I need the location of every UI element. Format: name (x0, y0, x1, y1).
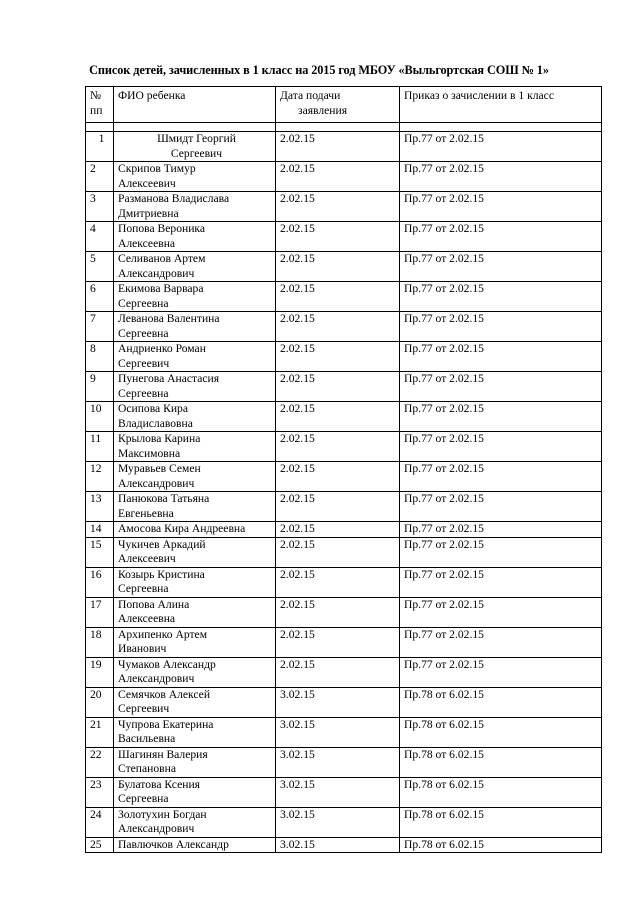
table-row (86, 777, 602, 807)
table-row (86, 627, 602, 657)
application-date: 2.02.15 (276, 537, 400, 567)
child-name-line1: Селиванов Артем (118, 252, 206, 265)
child-name (114, 342, 276, 372)
table-row (86, 567, 602, 597)
child-name-line1: Панюкова Татьяна (118, 492, 210, 505)
child-name (114, 567, 276, 597)
table-row (86, 537, 602, 567)
table-row (86, 492, 602, 522)
child-name-line1: Шмидт Георгий (157, 132, 236, 145)
table-row (86, 312, 602, 342)
table-row (86, 657, 602, 687)
enrollment-order: Пр.77 от 2.02.15 (400, 567, 602, 597)
child-name (114, 132, 276, 162)
child-name (114, 657, 276, 687)
child-name (114, 687, 276, 717)
child-name (114, 597, 276, 627)
child-name-line2: Сергеевич (170, 146, 223, 160)
enrollment-order: Пр.77 от 2.02.15 (400, 627, 602, 657)
child-name-line2: Александрович (118, 822, 195, 835)
child-name-line1: Булатова Ксения (118, 777, 200, 791)
spacer-cell (114, 123, 276, 132)
application-date: 2.02.15 (276, 222, 400, 252)
child-name (114, 192, 276, 222)
child-name (114, 492, 276, 522)
enrollment-order: Пр.77 от 2.02.15 (400, 312, 602, 342)
table-row (86, 162, 602, 192)
table-body (86, 87, 602, 853)
header-order-text: Приказ о зачислении в 1 класс (404, 89, 554, 102)
child-name (114, 522, 276, 538)
application-date: 3.02.15 (276, 807, 400, 837)
table-row (86, 522, 602, 538)
child-name-line1: Амосова Кира Андреевна (118, 522, 246, 535)
application-date: 3.02.15 (276, 747, 400, 777)
row-number: 12 (86, 462, 114, 492)
child-name-line1: Андриенко Роман (118, 342, 206, 355)
child-name-line1: Скрипов Тимур (118, 162, 196, 175)
application-date: 2.02.15 (276, 132, 400, 162)
row-number: 20 (86, 687, 114, 717)
child-name-line1: Разманова Владислава (118, 192, 230, 205)
child-name (114, 312, 276, 342)
application-date: 2.02.15 (276, 462, 400, 492)
application-date: 2.02.15 (276, 492, 400, 522)
table-row (86, 252, 602, 282)
child-name-line2: Сергеевна (118, 326, 169, 340)
header-num-line1: № (90, 89, 102, 102)
child-name (114, 627, 276, 657)
page-title: Список детей, зачисленных в 1 класс на 2015 год МБОУ «Выльгортская СОШ № 1» (89, 63, 549, 77)
child-name-line1: Попова Вероника (118, 222, 206, 235)
child-name (114, 837, 276, 853)
header-num-line2: пп (90, 103, 103, 117)
child-name-line1: Козырь Кристина (118, 567, 205, 581)
child-name-line1: Чупрова Екатерина (118, 717, 214, 731)
header-name (114, 87, 276, 123)
row-number: 25 (86, 837, 114, 853)
child-name (114, 807, 276, 837)
child-name-line2: Степановна (118, 762, 176, 775)
table-row (86, 687, 602, 717)
enrollment-order: Пр.77 от 2.02.15 (400, 372, 602, 402)
enrollment-order: Пр.77 от 2.02.15 (400, 402, 602, 432)
application-date: 2.02.15 (276, 567, 400, 597)
application-date: 2.02.15 (276, 282, 400, 312)
enrollment-table (85, 86, 602, 853)
child-name (114, 282, 276, 312)
row-number: 7 (86, 312, 114, 342)
table-row (86, 432, 602, 462)
table-row (86, 717, 602, 747)
enrollment-order: Пр.77 от 2.02.15 (400, 432, 602, 462)
child-name-line1: Шагинян Валерия (118, 747, 208, 761)
row-number: 10 (86, 402, 114, 432)
child-name-line2: Сергеевич (118, 356, 170, 370)
application-date: 2.02.15 (276, 597, 400, 627)
header-row (86, 87, 602, 123)
spacer-cell (400, 123, 602, 132)
row-number: 21 (86, 717, 114, 747)
child-name (114, 432, 276, 462)
table-row (86, 132, 602, 162)
child-name-line2: Сергеевна (118, 582, 169, 595)
table-row (86, 837, 602, 853)
enrollment-order: Пр.77 от 2.02.15 (400, 462, 602, 492)
row-number: 5 (86, 252, 114, 282)
application-date: 2.02.15 (276, 432, 400, 462)
child-name (114, 747, 276, 777)
enrollment-order: Пр.78 от 6.02.15 (400, 717, 602, 747)
application-date: 2.02.15 (276, 402, 400, 432)
enrollment-order: Пр.78 от 6.02.15 (400, 777, 602, 807)
row-number: 17 (86, 597, 114, 627)
row-number: 16 (86, 567, 114, 597)
application-date: 2.02.15 (276, 522, 400, 538)
application-date: 2.02.15 (276, 312, 400, 342)
row-number: 23 (86, 777, 114, 807)
table-row (86, 402, 602, 432)
enrollment-order: Пр.77 от 2.02.15 (400, 657, 602, 687)
child-name-line2: Сергеевна (118, 792, 169, 805)
row-number: 2 (86, 162, 114, 192)
application-date: 2.02.15 (276, 372, 400, 402)
child-name (114, 372, 276, 402)
child-name (114, 252, 276, 282)
spacer-cell (276, 123, 400, 132)
child-name-line1: Пунегова Анастасия (118, 372, 220, 385)
enrollment-order: Пр.77 от 2.02.15 (400, 492, 602, 522)
child-name (114, 402, 276, 432)
child-name-line2: Васильевна (118, 732, 176, 745)
child-name (114, 162, 276, 192)
application-date: 2.02.15 (276, 657, 400, 687)
enrollment-order: Пр.78 от 6.02.15 (400, 807, 602, 837)
table-row (86, 282, 602, 312)
child-name-line2: Александрович (118, 266, 195, 280)
child-name (114, 717, 276, 747)
child-name-line2: Евгеньевна (118, 506, 174, 520)
enrollment-order: Пр.78 от 6.02.15 (400, 687, 602, 717)
header-date-line1: Дата подачи (280, 89, 341, 102)
table-row (86, 597, 602, 627)
enrollment-order: Пр.78 от 6.02.15 (400, 747, 602, 777)
child-name-line1: Чукичев Аркадий (118, 537, 206, 551)
table-row (86, 192, 602, 222)
application-date: 3.02.15 (276, 687, 400, 717)
spacer-cell (86, 123, 114, 132)
row-number: 24 (86, 807, 114, 837)
child-name-line1: Чумаков Александр (118, 657, 216, 671)
enrollment-order: Пр.77 от 2.02.15 (400, 342, 602, 372)
child-name-line2: Сергеевна (118, 296, 169, 310)
child-name (114, 222, 276, 252)
enrollment-order: Пр.77 от 2.02.15 (400, 192, 602, 222)
row-number: 22 (86, 747, 114, 777)
enrollment-order: Пр.78 от 6.02.15 (400, 837, 602, 853)
child-name-line2: Владиславовна (118, 416, 193, 430)
enrollment-order: Пр.77 от 2.02.15 (400, 252, 602, 282)
header-date (276, 87, 400, 123)
application-date: 2.02.15 (276, 252, 400, 282)
enrollment-order: Пр.77 от 2.02.15 (400, 132, 602, 162)
application-date: 2.02.15 (276, 627, 400, 657)
row-number: 1 (86, 132, 114, 162)
child-name-line2: Алексеевна (118, 236, 176, 250)
header-name-text: ФИО ребенка (118, 89, 186, 102)
row-number: 9 (86, 372, 114, 402)
child-name-line1: Крылова Карина (118, 432, 201, 445)
row-number: 6 (86, 282, 114, 312)
child-name-line1: Муравьев Семен (118, 462, 201, 475)
enrollment-order: Пр.77 от 2.02.15 (400, 597, 602, 627)
child-name-line2: Алексеевич (118, 552, 176, 565)
child-name-line2: Сергеевна (118, 386, 169, 400)
table-row (86, 807, 602, 837)
spacer-row (86, 123, 602, 132)
application-date: 2.02.15 (276, 342, 400, 372)
child-name-line1: Золотухин Богдан (118, 807, 207, 821)
row-number: 18 (86, 627, 114, 657)
table-row (86, 222, 602, 252)
application-date: 2.02.15 (276, 192, 400, 222)
table-row (86, 462, 602, 492)
enrollment-order: Пр.77 от 2.02.15 (400, 222, 602, 252)
enrollment-order: Пр.77 от 2.02.15 (400, 282, 602, 312)
row-number: 8 (86, 342, 114, 372)
child-name-line2: Алексеевич (118, 176, 176, 190)
child-name-line1: Екимова Варвара (118, 282, 204, 295)
table-row (86, 372, 602, 402)
child-name-line2: Сергеевич (118, 702, 170, 715)
child-name-line1: Павлючков Александр (118, 837, 229, 851)
row-number: 4 (86, 222, 114, 252)
header-order (400, 87, 602, 123)
child-name-line1: Архипенко Артем (118, 627, 208, 641)
application-date: 2.02.15 (276, 162, 400, 192)
table-row (86, 342, 602, 372)
enrollment-order: Пр.77 от 2.02.15 (400, 162, 602, 192)
child-name (114, 777, 276, 807)
enrollment-order: Пр.77 от 2.02.15 (400, 537, 602, 567)
row-number: 15 (86, 537, 114, 567)
row-number: 3 (86, 192, 114, 222)
child-name-line2: Иванович (118, 642, 167, 655)
child-name-line2: Александрович (118, 476, 195, 490)
child-name-line1: Осипова Кира (118, 402, 188, 415)
table-row (86, 747, 602, 777)
header-num (86, 87, 114, 123)
child-name-line1: Леванова Валентина (118, 312, 220, 325)
child-name (114, 537, 276, 567)
child-name-line2: Максимовна (118, 446, 181, 460)
child-name-line2: Алексеевна (118, 612, 176, 625)
enrollment-order: Пр.77 от 2.02.15 (400, 522, 602, 538)
child-name-line1: Семячков Алексей (118, 687, 211, 701)
child-name-line2: Александрович (118, 672, 195, 685)
child-name-line1: Попова Алина (118, 597, 190, 611)
application-date: 3.02.15 (276, 717, 400, 747)
child-name (114, 462, 276, 492)
header-date-line2: заявления (298, 103, 348, 117)
row-number: 19 (86, 657, 114, 687)
row-number: 14 (86, 522, 114, 538)
row-number: 11 (86, 432, 114, 462)
application-date: 3.02.15 (276, 837, 400, 853)
child-name-line2: Дмитриевна (118, 206, 179, 220)
application-date: 3.02.15 (276, 777, 400, 807)
row-number: 13 (86, 492, 114, 522)
